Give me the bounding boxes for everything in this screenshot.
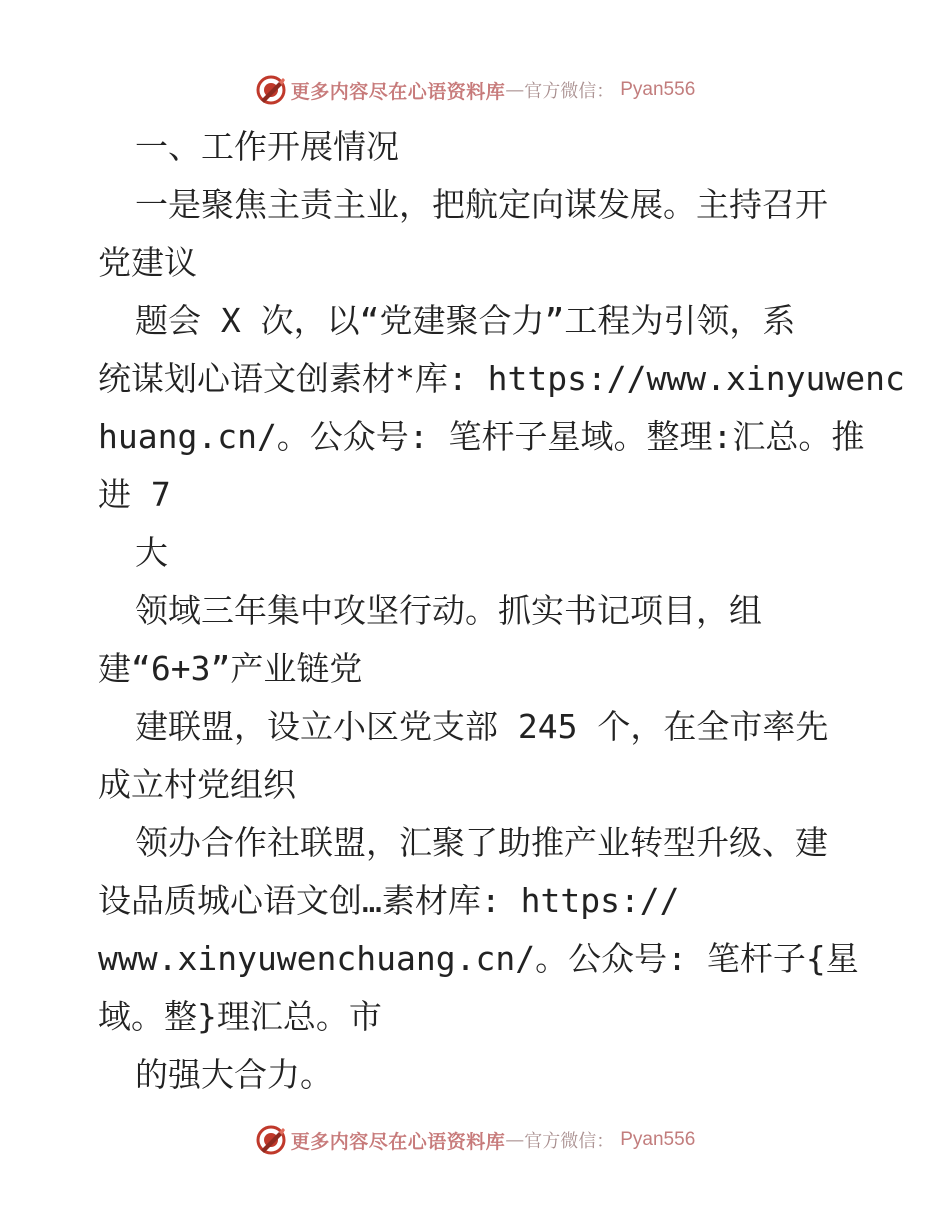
banner-text: 更多内容尽在心语资料库 <box>290 1130 506 1153</box>
paragraph-line: 建联盟，设立小区党支部 245 个，在全市率先 <box>135 707 829 746</box>
paragraph-line: 的强大合力。 <box>135 1055 333 1094</box>
section-heading: 一、工作开展情况 <box>135 127 399 166</box>
pen-logo-icon <box>255 1124 287 1156</box>
banner-dash: — <box>505 79 525 101</box>
paragraph-line: 进 7 <box>98 475 171 514</box>
paragraph-line: 一是聚焦主责主业，把航定向谋发展。主持召开 <box>135 185 828 224</box>
wechat-id: Pyan556 <box>620 1129 696 1150</box>
footer-banner <box>0 1120 950 1160</box>
paragraph-line: 域。整}理汇总。市 <box>98 997 382 1036</box>
official-wechat-label: 官方微信： <box>524 1131 615 1152</box>
paragraph-line: 题会 X 次，以“党建聚合力”工程为引领，系 <box>135 301 796 340</box>
paragraph-line: 成立村党组织 <box>98 765 296 804</box>
document-body <box>98 118 905 1104</box>
paragraph-line: 领域三年集中攻坚行动。抓实书记项目，组 <box>135 591 762 630</box>
paragraph-line: 大 <box>135 533 168 572</box>
official-wechat-label: 官方微信： <box>524 81 615 102</box>
paragraph-line: 建“6+3”产业链党 <box>98 649 363 688</box>
header-banner <box>0 70 950 110</box>
banner-dash: — <box>505 1129 525 1151</box>
paragraph-line: 统谋划心语文创素材*库: https://www.xinyuwenc <box>98 359 905 398</box>
banner-text: 更多内容尽在心语资料库 <box>290 80 506 103</box>
paragraph-line: www.xinyuwenchuang.cn/。公众号: 笔杆子{星 <box>98 939 859 978</box>
wechat-id: Pyan556 <box>620 79 696 100</box>
pen-logo-icon <box>255 74 287 106</box>
paragraph-line: 领办合作社联盟，汇聚了助推产业转型升级、建 <box>135 823 828 862</box>
paragraph-line: huang.cn/。公众号: 笔杆子星域。整理:汇总。推 <box>98 417 865 456</box>
paragraph-line: 设品质城心语文创…素材库: https:// <box>98 881 680 920</box>
paragraph-line: 党建议 <box>98 243 197 282</box>
